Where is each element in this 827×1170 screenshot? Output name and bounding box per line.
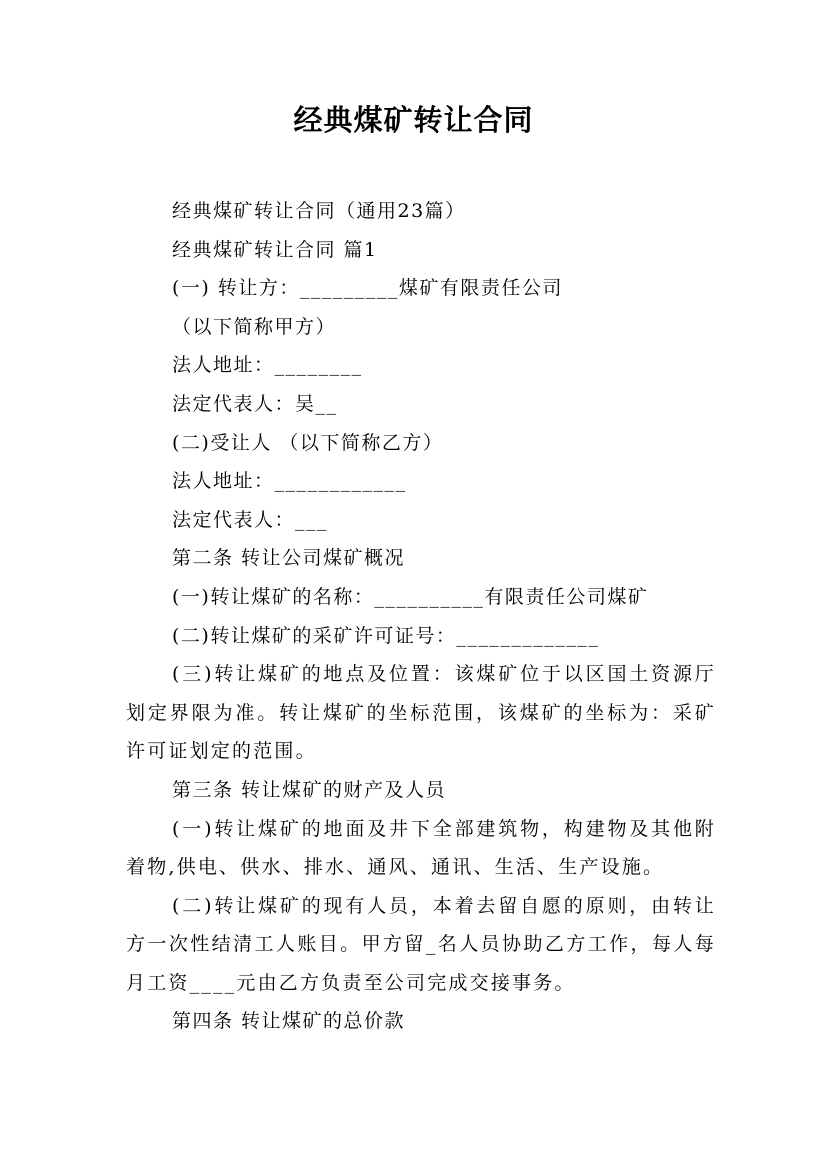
paragraph-article-3: 第三条 转让煤矿的财产及人员: [172, 778, 447, 801]
paragraph-representative-b: 法定代表人：___: [172, 508, 329, 531]
paragraph-transferor: (一) 转让方：_________煤矿有限责任公司: [172, 277, 563, 300]
paragraph-mine-staff: (二)转让煤矿的现有人员，本着去留自愿的原则，由转让方一次性结清工人账目。甲方留_名人员协助乙方工作，每人每月工资____元由乙方负责至公司完成交接事务。: [126, 894, 716, 994]
paragraph-license-number: (二)转让煤矿的采矿许可证号：_____________: [172, 624, 600, 647]
paragraph-representative-a: 法定代表人：吴__: [172, 392, 338, 415]
paragraph-party-a-note: （以下简称甲方）: [172, 315, 337, 338]
paragraph-section-heading: 经典煤矿转让合同 篇1: [172, 238, 378, 261]
document-body: [126, 192, 716, 1041]
paragraph-mine-location: (三)转让煤矿的地点及位置：该煤矿位于以区国土资源厅划定界限为准。转让煤矿的坐标范围，该煤矿的坐标为：采矿许可证划定的范围。: [126, 663, 716, 763]
paragraph-transferee: (二)受让人 （以下简称乙方）: [172, 431, 444, 454]
paragraph-article-4: 第四条 转让煤矿的总价款: [172, 1010, 406, 1033]
document-title: 经典煤矿转让合同: [293, 103, 534, 137]
paragraph-article-2: 第二条 转让公司煤矿概况: [172, 547, 406, 570]
paragraph-address-b: 法人地址：____________: [172, 470, 407, 493]
paragraph-mine-name: (一)转让煤矿的名称：__________有限责任公司煤矿: [172, 585, 649, 608]
paragraph-mine-property: (一)转让煤矿的地面及井下全部建筑物，构建物及其他附着物,供电、供水、排水、通风、通讯、生活、生产设施。: [126, 817, 716, 879]
paragraph-subtitle: 经典煤矿转让合同（通用23篇）: [172, 200, 466, 222]
paragraph-address-a: 法人地址：________: [172, 354, 363, 377]
